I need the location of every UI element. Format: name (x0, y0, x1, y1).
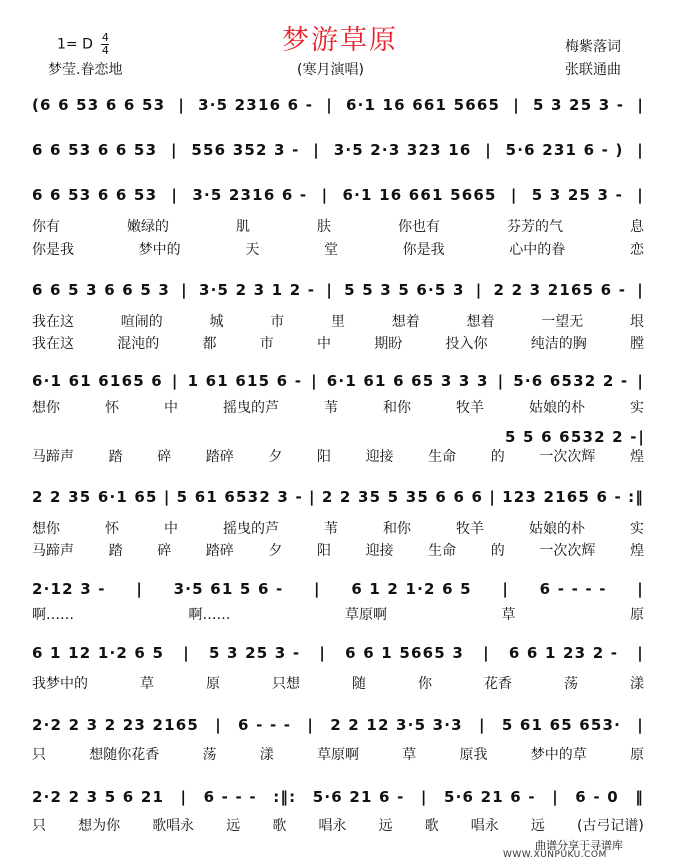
notation-line (32, 186, 644, 204)
note-group: 6 1 12 1·2 6 5 (32, 644, 165, 662)
lyric-word: 阳 (316, 543, 331, 559)
note-group: 2 2 12 3·5 3·3 (330, 716, 463, 734)
lyric-line (32, 397, 644, 417)
notation-line (32, 716, 644, 734)
lyric-word: 只 (32, 747, 46, 763)
bar-line: :‖ (628, 488, 644, 506)
lyric-line (32, 446, 644, 466)
lyric-word: 一次次辉 (539, 449, 596, 465)
note-group: (6 6 53 6 6 53 (32, 96, 166, 114)
lyric-word: 马蹄声 (32, 449, 74, 465)
note-group: 6·1 61 6 65 3 3 3 (326, 372, 489, 390)
lyric-word: 我在这 (32, 336, 74, 352)
lyric-word: 堂 (323, 242, 338, 258)
bar-line: | (326, 281, 334, 299)
note-group: 2 2 3 2165 6 - (493, 281, 627, 299)
notation-line (32, 96, 644, 114)
bar-line: | (420, 788, 428, 806)
lyric-word: 肌 (236, 219, 250, 235)
lyric-word: 和你 (383, 400, 411, 416)
bar-line: | (215, 716, 222, 734)
note-group: 2·12 3 - (32, 580, 106, 598)
notation-line (32, 644, 644, 662)
lyric-word: 垠 (630, 314, 644, 330)
lyric-word: 心中的眷 (509, 242, 566, 258)
lyric-word: 碎 (157, 449, 172, 465)
time-bottom: 4 (101, 44, 109, 57)
lyric-word: 苇 (324, 521, 338, 537)
lyric-word: 中 (164, 400, 178, 416)
lyric-word: 歌 (424, 818, 439, 834)
note-group: 2 2 35 5 35 6 6 6 (321, 488, 484, 506)
note-group: 5 61 65 653· (501, 716, 622, 734)
note-group: 6·1 61 6165 6 (32, 372, 163, 390)
bar-line: | (163, 488, 171, 506)
lyric-word: 摇曳的芦 (223, 521, 279, 537)
bar-line: | (637, 96, 644, 114)
note-group: 3·5 2·3 323 16 (333, 141, 472, 159)
lyric-word: 想你 (32, 521, 60, 537)
bar-line: | (314, 580, 321, 598)
note-group: 6 6 53 6 6 53 (32, 186, 158, 204)
lyric-word: 你也有 (398, 219, 440, 235)
lyric-word: 实 (630, 400, 644, 416)
lyric-word: 啊…… (32, 607, 74, 623)
lyric-word: 迎接 (365, 449, 394, 465)
note-group: 5 3 25 3 - (208, 644, 301, 662)
lyric-word: 远 (378, 818, 393, 834)
lyric-word: 肤 (317, 219, 331, 235)
lyric-word: 生命 (428, 543, 457, 559)
bar-line: | (178, 96, 186, 114)
lyric-word: 想为你 (78, 818, 121, 834)
composer-label: 张联通曲 (565, 62, 621, 78)
lyric-word: 一望无 (541, 314, 584, 330)
bar-line: | (183, 644, 190, 662)
lyric-word: 姑娘的朴 (529, 400, 585, 416)
lyric-word: 想你 (32, 400, 60, 416)
lyric-word: 阳 (316, 449, 331, 465)
lyric-word: 你是我 (32, 242, 74, 258)
lyric-word: 草 (140, 676, 154, 692)
bar-line: | (171, 186, 179, 204)
notation-line (32, 141, 644, 159)
bar-line: | (638, 428, 645, 446)
lyric-word: 嫩绿的 (127, 219, 169, 235)
note-group: 5·6 6532 2 - (513, 372, 629, 390)
lyric-word: 草原啊 (345, 607, 387, 623)
bar-line: | (513, 96, 520, 114)
bar-line: | (637, 372, 644, 390)
lyric-word: 迎接 (365, 543, 394, 559)
note-group: 2·2 2 3 5 6 21 (32, 788, 165, 806)
lyric-word: 我梦中的 (32, 676, 88, 692)
note-group: 6·1 16 661 5665 (345, 96, 501, 114)
lyric-word: 唱永 (318, 818, 347, 834)
bar-line: | (637, 141, 644, 159)
lyric-line (32, 311, 644, 331)
lyric-word: 煌 (629, 543, 644, 559)
note-group: 123 2165 6 - (502, 488, 622, 506)
note-group: 6 - - - (203, 788, 257, 806)
bar-line: | (321, 186, 329, 204)
note-group: 6 1 2 1·2 6 5 (351, 580, 472, 598)
lyric-line (32, 239, 644, 259)
lyric-line (32, 333, 644, 353)
bar-line: | (489, 488, 496, 506)
lyric-line (32, 216, 644, 236)
lyric-line (32, 540, 644, 560)
lyric-word: 中 (317, 336, 331, 352)
lyric-word: 随 (352, 676, 366, 692)
lyric-word: 混沌的 (117, 336, 160, 352)
bar-line: | (307, 716, 315, 734)
lyric-word: 踏碎 (205, 543, 234, 559)
lyric-word: 都 (202, 336, 217, 352)
lyric-word: 和你 (383, 521, 411, 537)
note-group: 2 2 35 6·1 65 (32, 488, 158, 506)
lyric-word: 的 (490, 449, 505, 465)
note-group: 3·5 2 3 1 2 - (198, 281, 316, 299)
bar-line: | (313, 141, 320, 159)
lyric-word: 想着 (391, 314, 420, 330)
note-group: 1 61 615 6 - (187, 372, 303, 390)
lyric-word: 草 (402, 747, 417, 763)
lyric-word: 原我 (459, 747, 488, 763)
bar-line: | (497, 372, 505, 390)
lyric-line (32, 604, 644, 624)
note-group: 3·5 2316 6 - (198, 96, 314, 114)
lyric-word: 煌 (629, 449, 644, 465)
notation-line (32, 788, 644, 806)
lyricist-label: 梅紫落词 (565, 39, 621, 55)
lyric-word: 芬芳的气 (507, 219, 563, 235)
note-group: 6 6 5 3 6 6 5 3 (32, 281, 171, 299)
lyric-word: 城 (209, 314, 224, 330)
note-group: 6·1 16 661 5665 (342, 186, 497, 204)
notation-line (505, 428, 645, 446)
lyric-word: 马蹄声 (32, 543, 74, 559)
lyric-word: 怀 (105, 400, 119, 416)
lyric-word: 实 (630, 521, 644, 537)
bar-line: | (483, 644, 490, 662)
lyric-word: 中 (164, 521, 178, 537)
bar-line: | (326, 96, 333, 114)
bar-line: | (637, 716, 644, 734)
footer-url: WWW.XUNPUKU.COM (503, 850, 607, 860)
lyric-line (32, 673, 644, 693)
note-group: 5·6 231 6 - ) (505, 141, 624, 159)
lyric-word: 你 (418, 676, 432, 692)
bar-line: | (637, 281, 644, 299)
lyric-word: 苇 (324, 400, 338, 416)
lyric-word: 荡 (564, 676, 578, 692)
note-group: 556 352 3 - (191, 141, 300, 159)
note-group: 5 61 6532 3 - (176, 488, 303, 506)
lyric-word: 想随你花香 (89, 747, 160, 763)
bar-line: | (485, 141, 492, 159)
lyric-line (32, 744, 644, 764)
notation-line (32, 488, 644, 506)
lyric-word: 踏 (108, 449, 123, 465)
note-group: 5·6 21 6 - (312, 788, 405, 806)
lyric-word: 恋 (629, 242, 644, 258)
lyric-word: 的 (490, 543, 505, 559)
bar-line: | (478, 716, 486, 734)
note-group: 6 - - - - (539, 580, 607, 598)
note-group: 5·6 21 6 - (444, 788, 536, 806)
lyric-word: 一次次辉 (539, 543, 596, 559)
lyric-word: 市 (270, 314, 285, 330)
bar-line: | (180, 788, 188, 806)
bar-line: :‖: (273, 788, 297, 806)
lyric-word: 唱永 (470, 818, 499, 834)
lyric-word: 生命 (428, 449, 457, 465)
lyric-word: (古弓记谱) (576, 818, 644, 834)
note-group: 3·5 61 5 6 - (173, 580, 284, 598)
bar-line: | (552, 788, 559, 806)
lyric-word: 姑娘的朴 (529, 521, 585, 537)
bar-line: | (136, 580, 143, 598)
lyric-word: 想着 (466, 314, 495, 330)
note-group: 5 3 25 3 - (531, 186, 624, 204)
lyric-word: 夕 (268, 543, 283, 559)
bar-line: ‖ (635, 788, 644, 806)
bar-line: | (181, 281, 188, 299)
singer-label: (寒月演唱) (297, 62, 364, 78)
lyric-word: 牧羊 (456, 400, 484, 416)
bar-line: | (311, 372, 318, 390)
bar-line: | (637, 644, 644, 662)
lyric-word: 梦中的 (138, 242, 181, 258)
notation-line (32, 281, 644, 299)
bar-line: | (170, 141, 178, 159)
lyric-word: 夕 (268, 449, 283, 465)
lyric-word: 只想 (272, 676, 300, 692)
note-group: 6 - 0 (575, 788, 619, 806)
bar-line: | (319, 644, 327, 662)
lyric-word: 息 (630, 219, 644, 235)
lyric-word: 天 (245, 242, 260, 258)
note-group: 6 6 1 23 2 - (508, 644, 619, 662)
lyric-word: 踏碎 (205, 449, 234, 465)
page-title: 梦游草原 (282, 25, 398, 56)
lyric-word: 纯洁的胸 (530, 336, 587, 352)
lyric-word: 原 (630, 607, 644, 623)
note-group: 5 5 3 5 6·5 3 (344, 281, 465, 299)
bar-line: | (309, 488, 316, 506)
lyric-line (32, 518, 644, 538)
note-group: 3·5 2316 6 - (192, 186, 308, 204)
lyric-word: 市 (259, 336, 274, 352)
lyric-word: 歌唱永 (152, 818, 195, 834)
notation-line (32, 580, 644, 598)
lyric-word: 你是我 (402, 242, 445, 258)
notation-line (32, 372, 644, 390)
bar-line: | (637, 580, 644, 598)
lyric-word: 原 (206, 676, 220, 692)
lyric-word: 我在这 (32, 314, 74, 330)
lyric-word: 原 (630, 747, 644, 763)
lyric-word: 漾 (259, 747, 274, 763)
lyric-word: 梦中的草 (530, 747, 587, 763)
footer-text: 曲谱分享于寻谱库 (535, 839, 623, 852)
lyric-word: 漾 (630, 676, 644, 692)
lyric-word: 踏 (108, 543, 123, 559)
lyric-word: 牧羊 (456, 521, 484, 537)
bar-line: | (475, 281, 483, 299)
lyric-word: 膛 (630, 336, 644, 352)
lyric-word: 草原啊 (317, 747, 359, 763)
bar-line: | (502, 580, 510, 598)
lyric-word: 怀 (105, 521, 119, 537)
time-top: 4 (101, 31, 109, 44)
note-group: 6 6 53 6 6 53 (32, 141, 158, 159)
lyric-word: 啊…… (188, 607, 231, 623)
lyric-word: 远 (226, 818, 241, 834)
lyric-word: 只 (32, 818, 46, 834)
bar-line: | (510, 186, 518, 204)
lyric-word: 里 (331, 314, 345, 330)
lyric-word: 草 (501, 607, 516, 623)
key-label: 1= D (57, 36, 93, 53)
note-group: 5 3 25 3 - (532, 96, 625, 114)
note-group: 6 6 1 5665 3 (345, 644, 464, 662)
lyric-word: 摇曳的芦 (223, 400, 279, 416)
note-group: 2·2 2 3 2 23 2165 (32, 716, 200, 734)
note-group: 6 - - - (238, 716, 292, 734)
lyric-word: 花香 (484, 676, 512, 692)
lyric-word: 远 (530, 818, 545, 834)
lyric-word: 歌 (272, 818, 287, 834)
lyric-word: 碎 (157, 543, 172, 559)
lyric-line (32, 815, 644, 835)
bar-line: | (637, 186, 644, 204)
lyric-word: 喧闹的 (120, 314, 163, 330)
note-group: 5 5 6 6532 2 - (505, 428, 638, 446)
album-label: 梦莹.眷恋地 (48, 62, 123, 78)
lyric-word: 投入你 (445, 336, 488, 352)
lyric-word: 期盼 (374, 336, 403, 352)
lyric-word: 你有 (32, 219, 60, 235)
lyric-word: 荡 (202, 747, 217, 763)
bar-line: | (171, 372, 179, 390)
